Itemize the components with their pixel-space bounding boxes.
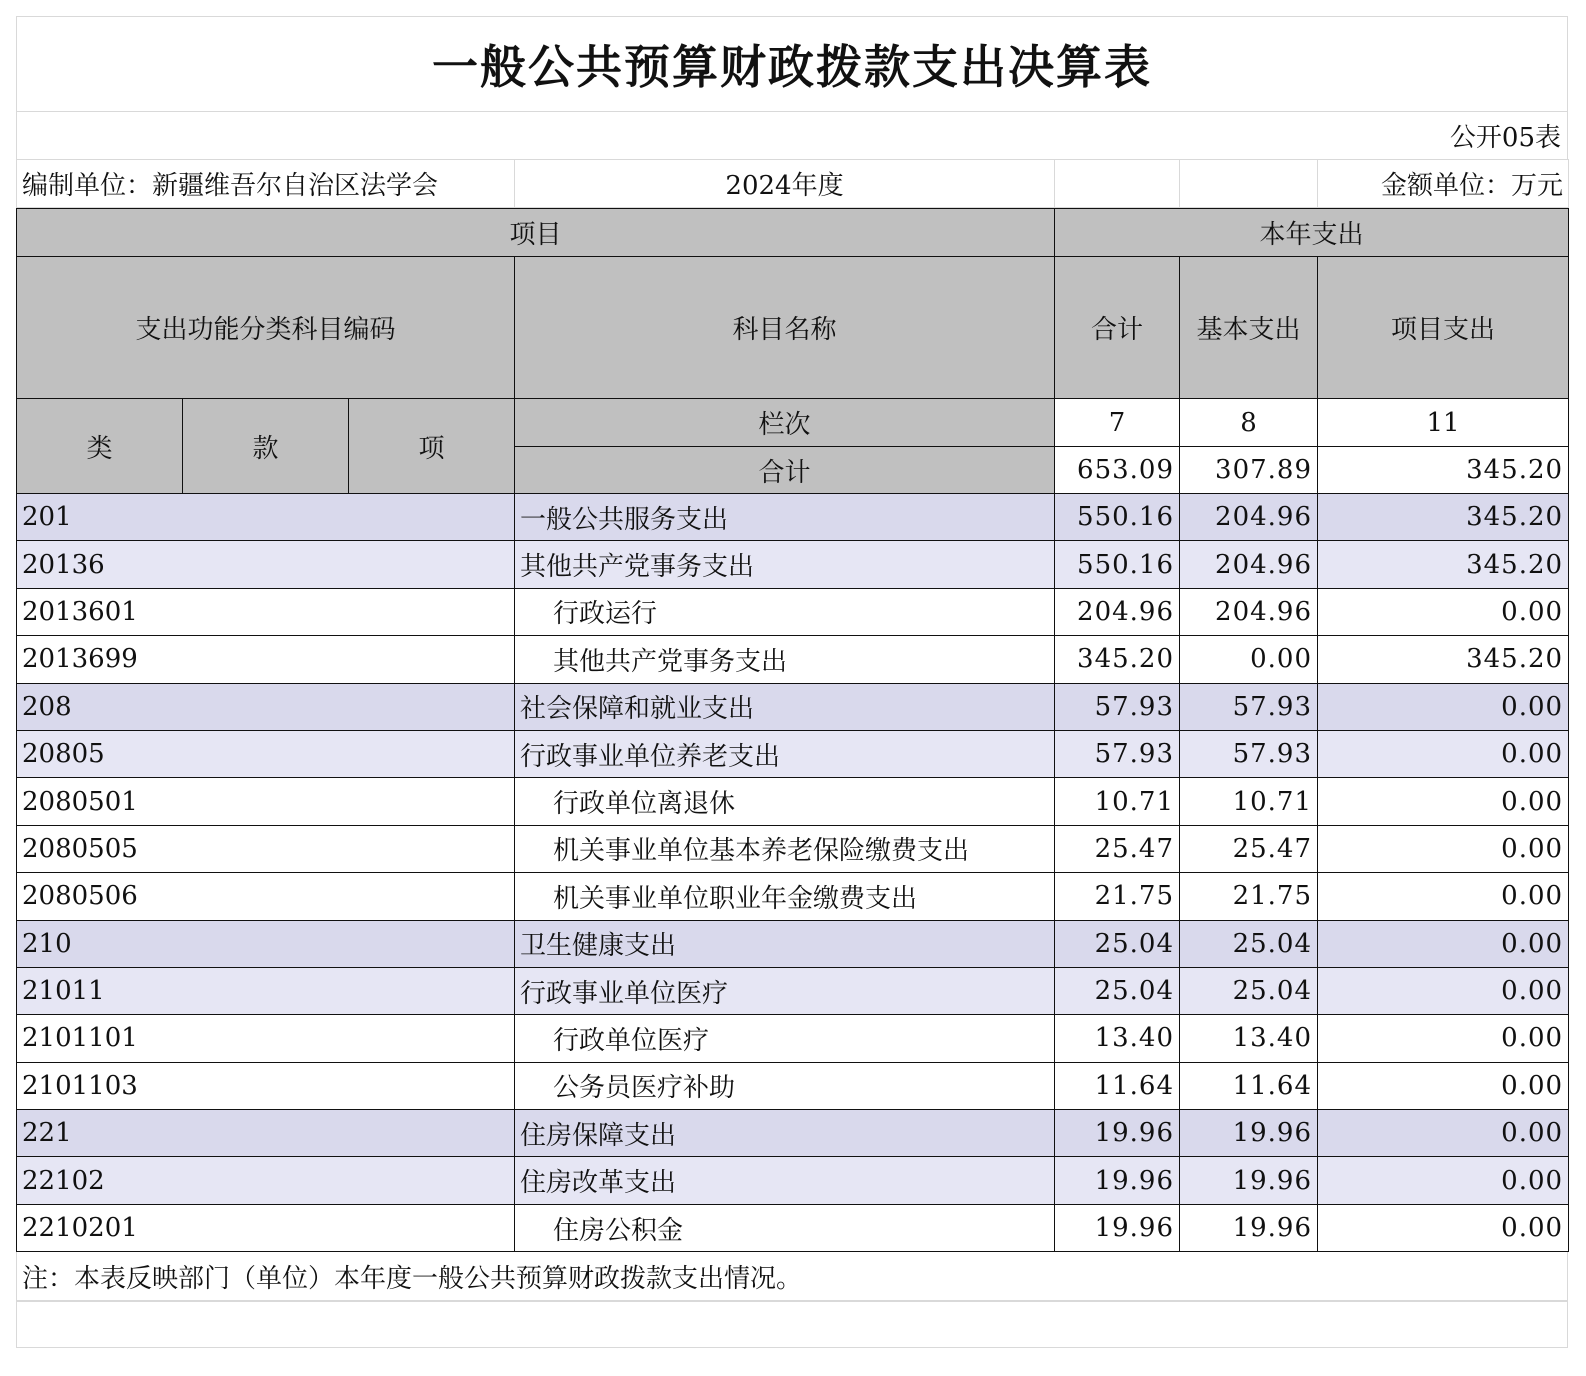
expenditure-table [16,208,1569,1252]
table-row [17,636,1569,683]
row-basic: 19.96 [1180,1110,1318,1157]
header-lei: 类 [17,399,183,494]
row-code: 210 [17,920,515,967]
row-project: 0.00 [1318,1204,1569,1251]
row-total: 19.96 [1055,1110,1180,1157]
header-project-exp: 项目支出 [1318,257,1569,399]
row-total: 550.16 [1055,541,1180,588]
row-basic: 57.93 [1180,683,1318,730]
row-name: 住房保障支出 [515,1110,1055,1157]
row-name: 其他共产党事务支出 [515,636,1055,683]
row-code: 2101101 [17,1015,515,1062]
header-basic: 基本支出 [1180,257,1318,399]
row-total: 21.75 [1055,873,1180,920]
row-basic: 13.40 [1180,1015,1318,1062]
table-row [17,873,1569,920]
table-row [17,494,1569,541]
table-row [17,588,1569,635]
row-project: 0.00 [1318,588,1569,635]
row-project: 0.00 [1318,920,1569,967]
row-name: 卫生健康支出 [515,920,1055,967]
meta-empty-1 [1055,160,1180,208]
row-code: 208 [17,683,515,730]
row-basic: 25.47 [1180,825,1318,872]
table-row [17,541,1569,588]
row-code: 2080501 [17,778,515,825]
row-code: 21011 [17,967,515,1014]
table-row [17,778,1569,825]
page-title: 一般公共预算财政拨款支出决算表 [432,40,1152,94]
row-basic: 10.71 [1180,778,1318,825]
footnote: 注：本表反映部门（单位）本年度一般公共预算财政拨款支出情况。 [17,1252,1568,1300]
row-total: 25.04 [1055,967,1180,1014]
row-basic: 204.96 [1180,588,1318,635]
header-row-1 [17,209,1569,257]
row-name: 一般公共服务支出 [515,494,1055,541]
sum-total: 653.09 [1055,447,1180,494]
row-basic: 19.96 [1180,1157,1318,1204]
meta-table [16,159,1569,208]
row-name: 行政单位医疗 [515,1015,1055,1062]
row-total: 11.64 [1055,1062,1180,1109]
row-code: 2210201 [17,1204,515,1251]
header-lanci: 栏次 [515,399,1055,447]
row-basic: 204.96 [1180,494,1318,541]
table-row [17,1015,1569,1062]
row-basic: 11.64 [1180,1062,1318,1109]
row-basic: 19.96 [1180,1204,1318,1251]
sum-label: 合计 [515,447,1055,494]
year-label: 2024年度 [515,160,1055,208]
row-code: 2013699 [17,636,515,683]
row-basic: 204.96 [1180,541,1318,588]
sum-basic: 307.89 [1180,447,1318,494]
table-row [17,967,1569,1014]
header-xiang: 项 [349,399,515,494]
row-project: 345.20 [1318,636,1569,683]
row-code: 20136 [17,541,515,588]
row-total: 19.96 [1055,1157,1180,1204]
row-project: 0.00 [1318,683,1569,730]
row-total: 25.47 [1055,825,1180,872]
table-row [17,920,1569,967]
table-row [17,1062,1569,1109]
col-number-basic: 8 [1180,399,1318,447]
currency-label: 金额单位：万元 [1318,160,1569,208]
meta-row [17,160,1569,208]
header-total: 合计 [1055,257,1180,399]
row-total: 25.04 [1055,920,1180,967]
row-basic: 25.04 [1180,920,1318,967]
header-row-3 [17,399,1569,447]
unit-label: 编制单位：新疆维吾尔自治区法学会 [17,160,515,208]
row-project: 345.20 [1318,541,1569,588]
row-basic: 21.75 [1180,873,1318,920]
col-number-total: 7 [1055,399,1180,447]
row-total: 57.93 [1055,683,1180,730]
note-row [17,1252,1568,1300]
row-name: 住房公积金 [515,1204,1055,1251]
row-project: 0.00 [1318,1062,1569,1109]
row-name: 住房改革支出 [515,1157,1055,1204]
row-basic: 0.00 [1180,636,1318,683]
sum-project: 345.20 [1318,447,1569,494]
row-name: 行政事业单位医疗 [515,967,1055,1014]
row-code: 221 [17,1110,515,1157]
row-code: 2080506 [17,873,515,920]
header-kuan: 款 [183,399,349,494]
table-row [17,1204,1569,1251]
row-code: 22102 [17,1157,515,1204]
table-row [17,825,1569,872]
table-row [17,1157,1569,1204]
row-project: 0.00 [1318,778,1569,825]
row-project: 0.00 [1318,1110,1569,1157]
row-project: 0.00 [1318,1157,1569,1204]
row-name: 行政运行 [515,588,1055,635]
blank-cell [17,1301,1568,1347]
row-name: 机关事业单位职业年金缴费支出 [515,873,1055,920]
table-body [17,494,1569,1252]
row-project: 0.00 [1318,1015,1569,1062]
row-code: 20805 [17,730,515,777]
row-project: 0.00 [1318,873,1569,920]
header-row-2 [17,257,1569,399]
row-project: 0.00 [1318,967,1569,1014]
header-current-year: 本年支出 [1055,209,1569,257]
header-name-col: 科目名称 [515,257,1055,399]
row-total: 345.20 [1055,636,1180,683]
header-project: 项目 [17,209,1055,257]
table-row [17,1110,1569,1157]
row-total: 10.71 [1055,778,1180,825]
note-table [16,1252,1568,1301]
row-name: 行政事业单位养老支出 [515,730,1055,777]
row-total: 57.93 [1055,730,1180,777]
row-project: 345.20 [1318,494,1569,541]
table-row [17,730,1569,777]
row-name: 行政单位离退休 [515,778,1055,825]
row-total: 19.96 [1055,1204,1180,1251]
row-project: 0.00 [1318,825,1569,872]
title-bar [16,16,1568,111]
blank-table [16,1301,1568,1348]
row-name: 其他共产党事务支出 [515,541,1055,588]
row-name: 公务员医疗补助 [515,1062,1055,1109]
row-code: 201 [17,494,515,541]
meta-empty-2 [1180,160,1318,208]
report-sheet [16,16,1568,1348]
row-total: 550.16 [1055,494,1180,541]
row-total: 204.96 [1055,588,1180,635]
row-code: 2080505 [17,825,515,872]
row-total: 13.40 [1055,1015,1180,1062]
row-name: 社会保障和就业支出 [515,683,1055,730]
table-row [17,683,1569,730]
col-number-project: 11 [1318,399,1569,447]
row-project: 0.00 [1318,730,1569,777]
blank-row [17,1301,1568,1347]
row-code: 2013601 [17,588,515,635]
table-code-row [16,111,1568,159]
header-code-col: 支出功能分类科目编码 [17,257,515,399]
row-basic: 25.04 [1180,967,1318,1014]
row-basic: 57.93 [1180,730,1318,777]
table-code: 公开05表 [1449,123,1561,153]
row-code: 2101103 [17,1062,515,1109]
row-name: 机关事业单位基本养老保险缴费支出 [515,825,1055,872]
